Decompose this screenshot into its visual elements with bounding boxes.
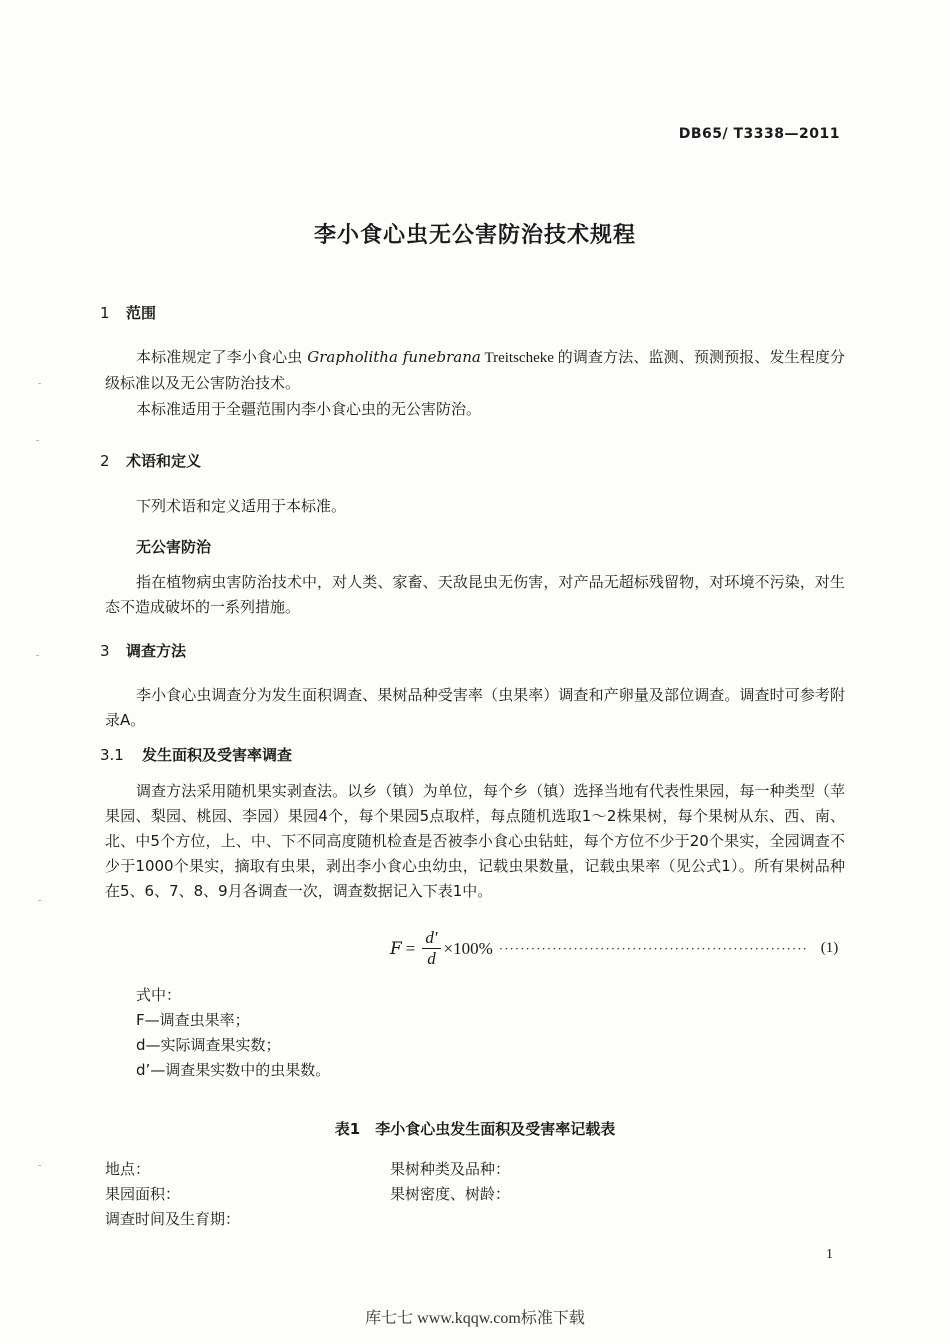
section-3-1-paragraph-1: 调查方法采用随机果实剥查法。以乡（镇）为单位，每个乡（镇）选择当地有代表性果园，每一种类型（苹果园、梨园、桃园、李园）果园4个，每个果园5点取样，每点随机选取1～2株果树，每个果树从东、西、南、北、中5个方位，上、中、下不同高度随机检查是否被李小食心虫钻蛀，每个方位不少于20个果实，全园调查不少于1000个果实，摘取有虫果，剥出李小食心虫幼虫，记载虫果数量，记载虫果率（见公式1）。所有果树品种在5、6、7、8、9月各调查一次，调查数据记入下表1中。: [105, 782, 845, 900]
scan-speck: [38, 1165, 41, 1166]
section-2-title: 术语和定义: [126, 452, 202, 470]
formula-equation-number: (1): [820, 940, 839, 956]
field-density-age: 果树密度、树龄：: [390, 1185, 511, 1203]
formula-percent: ×100%: [443, 938, 493, 958]
section-3-1-heading: [100, 744, 292, 765]
section-3-heading: [100, 640, 186, 661]
latin-name: Grapholitha funebrana: [307, 348, 481, 366]
p1-text-a: 本标准规定了李小食心虫: [136, 348, 308, 366]
formula-lhs: F: [390, 938, 402, 959]
scan-speck: [38, 383, 41, 384]
section-1-paragraph-2: 本标准适用于全疆范围内李小食心虫的无公害防治。: [136, 400, 482, 418]
formula-1: [390, 928, 838, 969]
field-orchard-area: 果园面积：: [105, 1185, 181, 1203]
page-number: 1: [826, 1247, 833, 1262]
section-1-title: 范围: [126, 304, 157, 322]
formula-denominator: d: [427, 949, 436, 968]
section-3-1-title: 发生面积及受害率调查: [142, 746, 293, 764]
formula-leader-dots: ··························································: [498, 940, 808, 956]
table-1-title: 表1 李小食心虫发生面积及受害率记载表: [334, 1120, 616, 1138]
section-3-paragraph-1: 李小食心虫调查分为发生面积调查、果树品种受害率（虫果率）调查和产卵量及部位调查。调查时可参考附录A。: [105, 686, 845, 729]
section-3-title: 调查方法: [126, 642, 187, 660]
p1-text-b: Treitscheke 的调查方法、监测、预测预报、发生程度分级标准以及无公害防治技术。: [105, 350, 845, 392]
term-heading: 无公害防治: [136, 538, 212, 556]
section-1-number: 1: [100, 304, 110, 322]
scan-speck: [36, 440, 39, 441]
section-2-heading: [100, 450, 201, 471]
section-1-paragraph-1: [105, 345, 845, 397]
section-2-number: 2: [100, 452, 110, 470]
term-definition: 指在植物病虫害防治技术中，对人类、家畜、天敌昆虫无伤害，对产品无超标残留物，对环境不污染，对生态不造成破坏的一系列措施。: [105, 573, 845, 616]
field-survey-time: 调查时间及生育期：: [105, 1210, 241, 1228]
legend-item-f: F—调查虫果率；: [136, 1011, 250, 1029]
section-2-paragraph-1: 下列术语和定义适用于本标准。: [136, 497, 347, 515]
section-3-number: 3: [100, 642, 110, 660]
formula-equals: =: [405, 938, 416, 958]
scan-speck: [38, 900, 41, 901]
section-1-heading: [100, 302, 156, 323]
legend-intro: 式中：: [136, 986, 182, 1004]
scan-speck: [36, 655, 39, 656]
section-3-1-number: 3.1: [100, 746, 124, 764]
page-title: 李小食心虫无公害防治技术规程: [313, 223, 636, 248]
legend-item-d-prime: d’—调查果实数中的虫果数。: [136, 1061, 331, 1079]
formula-numerator: d': [422, 928, 440, 949]
formula-fraction: [422, 928, 440, 969]
footer-watermark: 库七七 www.kqqw.com标准下载: [365, 1310, 585, 1327]
field-variety: 果树种类及品种：: [390, 1160, 511, 1178]
field-location: 地点：: [105, 1160, 151, 1178]
legend-item-d: d—实际调查果实数；: [136, 1036, 281, 1054]
document-code: DB65/ T3338—2011: [678, 126, 840, 142]
